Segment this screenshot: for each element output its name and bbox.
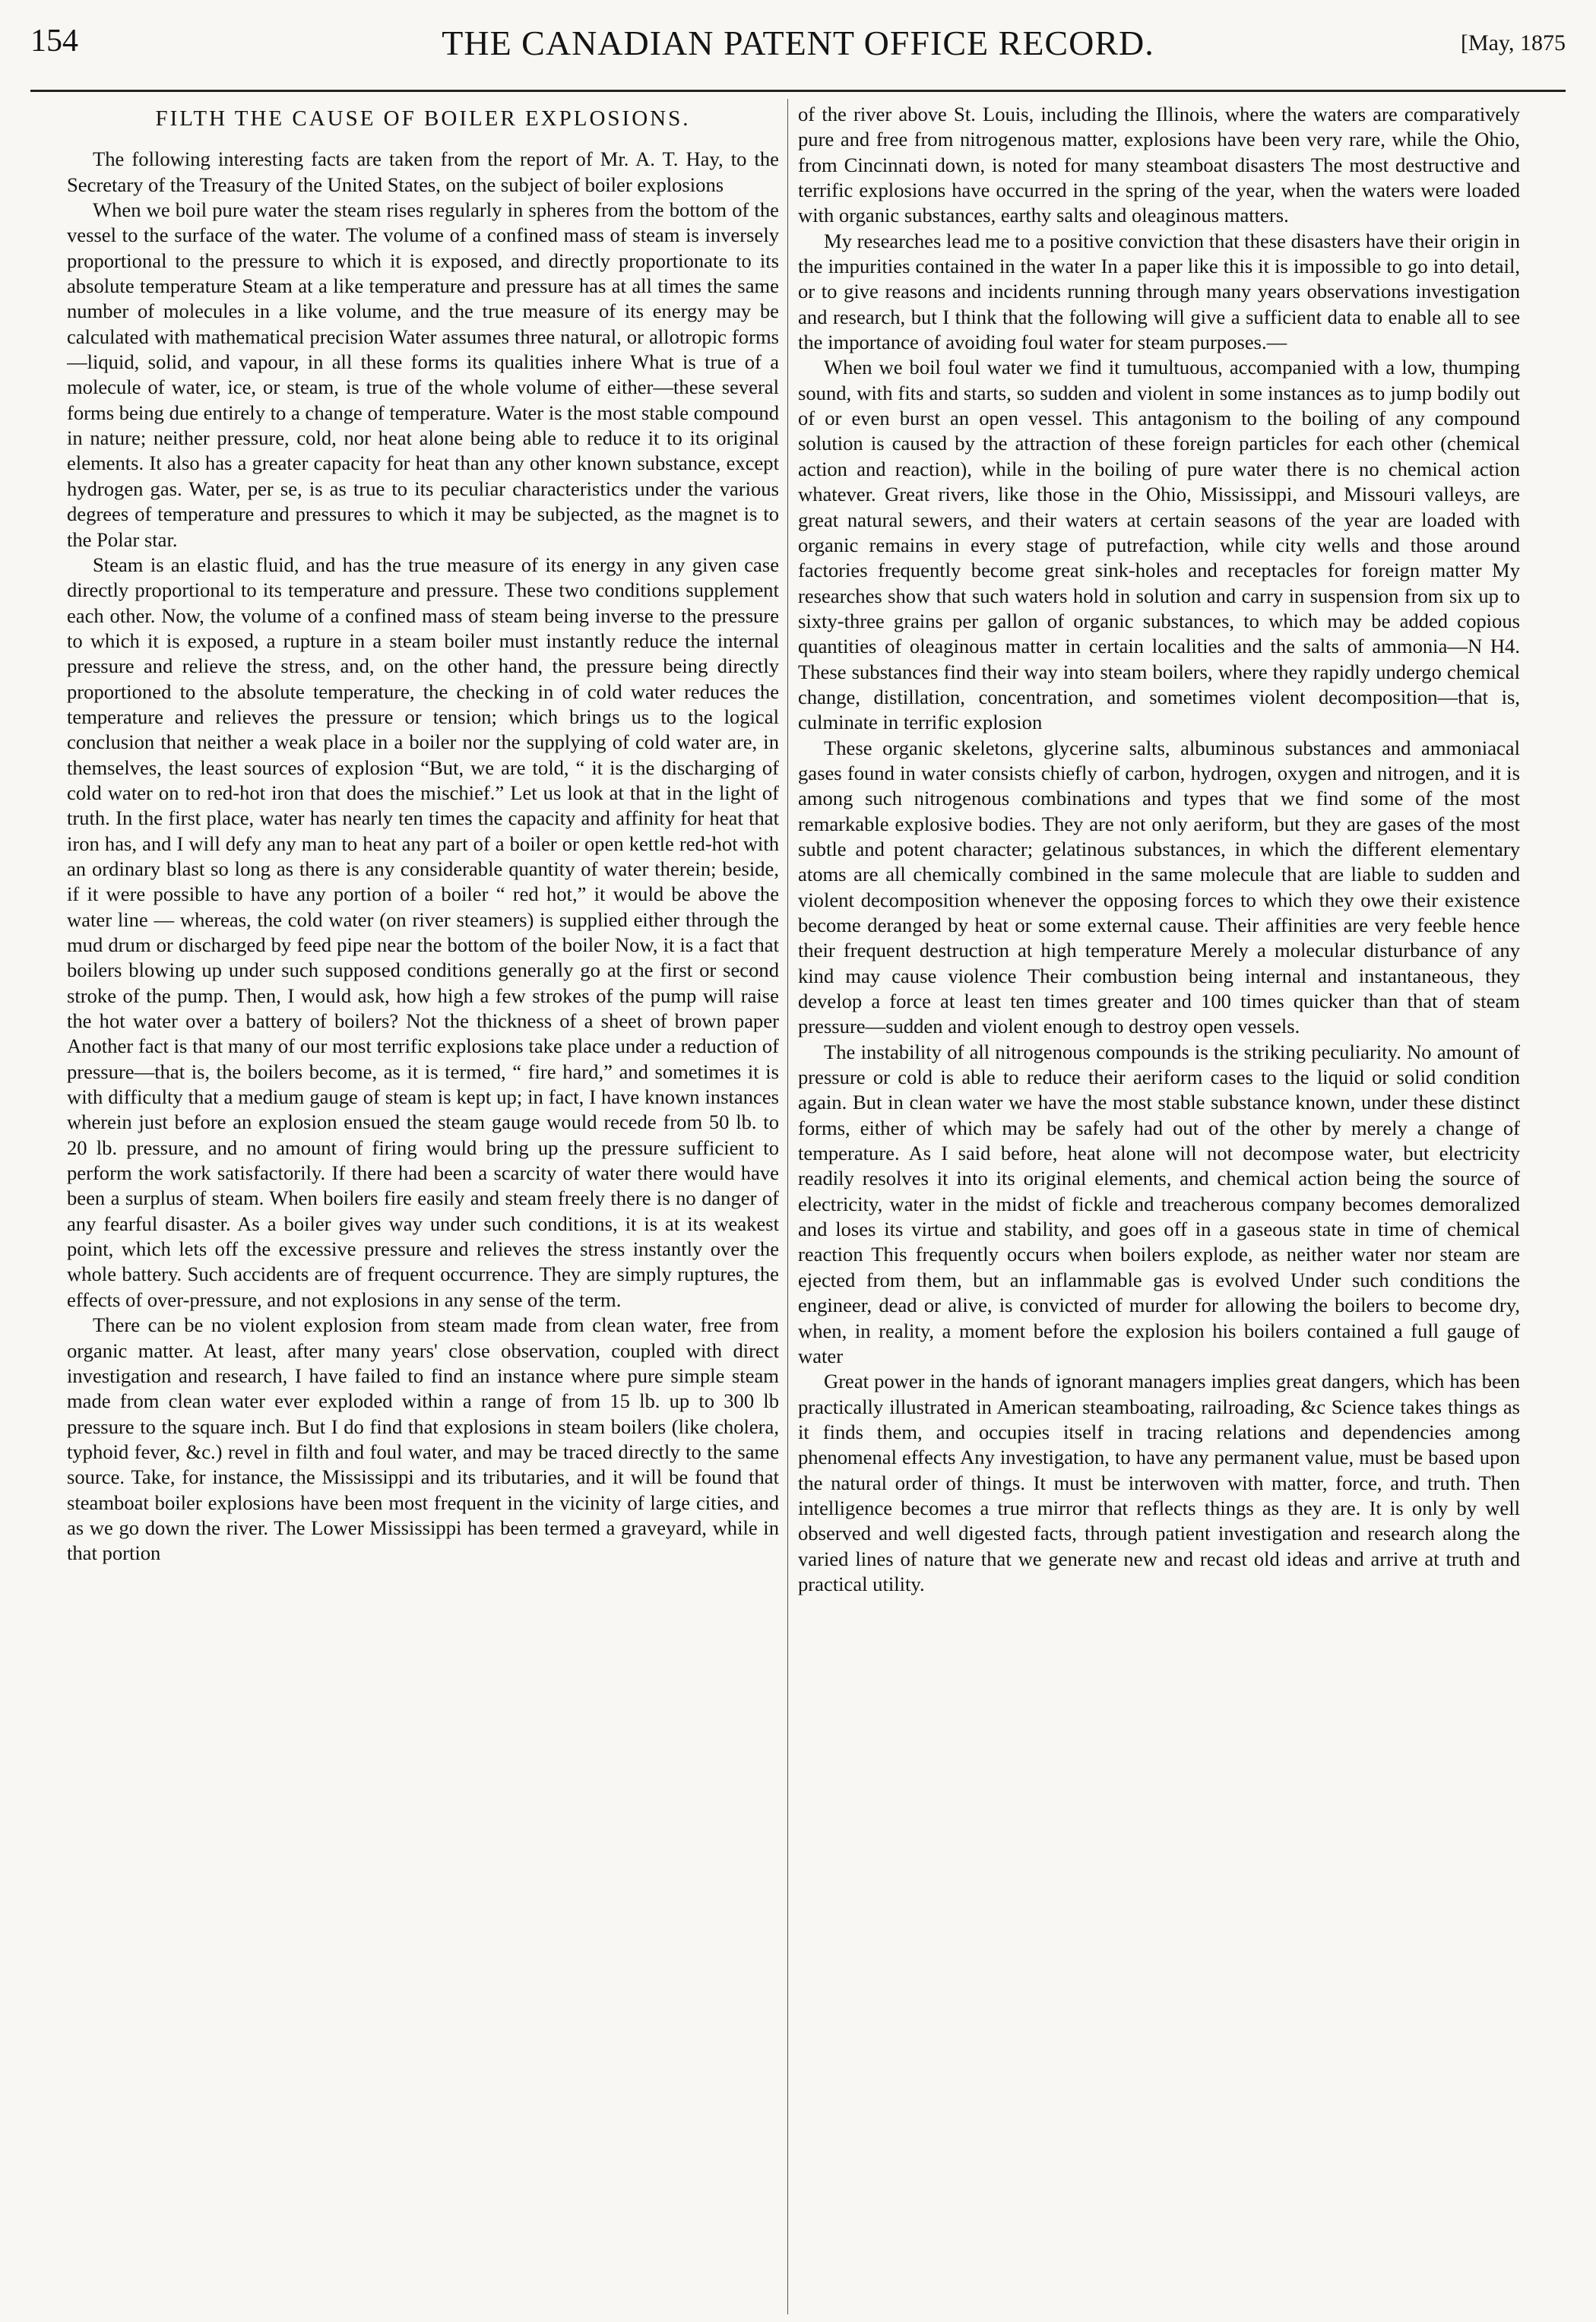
column-divider: [787, 99, 788, 2314]
issue-date: [May, 1875: [1460, 30, 1566, 55]
running-title: THE CANADIAN PATENT OFFICE RECORD.: [442, 24, 1154, 62]
paragraph: These organic skeletons, glycerine salts, albuminous substances and ammoniacal gases found in water consists chiefly of carbon, hydrogen, oxygen and nitrogen, and it is among such nitrogenous combinations and types that we find some of the most remarkable explosive bodies. They are not only aeriform, but they are gases of the most subtle and potent character; gelatinous substances, in which the different elementary atoms are all chemically combined in the same molecule that are liable to sudden and violent decomposition whenever the opposing forces to which they owe their existence become deranged by heat or some external cause. Their affinities are very feeble hence their frequent destruction at high temperature Merely a molecular disturbance of any kind may cause violence Their combustion being internal and instantaneous, they develop a force at least ten times greater and 100 times quicker than that of steam pressure—sudden and violent enough to destroy open vessels.: [798, 736, 1520, 1038]
paragraph: of the river above St. Louis, including the Illinois, where the waters are comparatively pure and free from nitrogenous matter, explosions have been very rare, while the Ohio, from Cincinnati down, is noted for many steamboat disasters The most destructive and terrific explosions have occurred in the spring of the year, when the waters were loaded with organic substances, earthy salts and oleaginous matters.: [798, 103, 1520, 227]
paragraph: My researches lead me to a positive conviction that these disasters have their origin in the impurities contained in the water In a paper like this it is impossible to go into detail, or to give reasons and incidents running through many years observations investigation and research, but I think that the following will give a sufficient data to enable all to see the importance of avoiding foul water for steam purposes.—: [798, 229, 1520, 354]
left-column: [67, 102, 779, 2314]
paragraph: There can be no violent explosion from steam made from clean water, free from organic matter. At least, after many years' close observation, coupled with direct investigation and research, I have failed to find an instance where pure simple steam made from clean water ever exploded within a range of from 15 lb. up to 300 lb pressure to the square inch. But I do find that explosions in steam boilers (like cholera, typhoid fever, &c.) revel in filth and foul water, and may be traced directly to the same source. Take, for instance, the Mississippi and its tributaries, and it will be found that steamboat boiler explosions have been most frequent in the vicinity of large cities, and as we go down the river. The Lower Mississippi has been termed a graveyard, while in that portion: [67, 1313, 779, 1565]
page-header: [30, 23, 1566, 68]
header-rule: [30, 90, 1566, 92]
paragraph: When we boil pure water the steam rises regularly in spheres from the bottom of the vessel to the surface of the water. The volume of a confined mass of steam is inversely proportional to the pressure to which it is exposed, and directly proportionate to its absolute temperature Steam at a like temperature and pressure has at all times the same number of molecules in a like volume, and the true measure of its energy may be calculated with mathematical precision Water assumes three natural, or allotropic forms—liquid, solid, and vapour, in all these forms its qualities inhere What is true of a molecule of water, ice, or steam, is true of the whole volume of either—these several forms being due entirely to a change of temperature. Water is the most stable compound in nature; neither pressure, cold, nor heat alone being able to reduce it to its original elements. It also has a greater capacity for heat than any other known substance, except hydrogen gas. Water, per se, is as true to its peculiar characteristics under the various degrees of temperature and pressures to which it may be subjected, as the magnet is to the Polar star.: [67, 198, 779, 551]
right-column: [798, 102, 1520, 2314]
paragraph: The instability of all nitrogenous compounds is the striking peculiarity. No amount of pressure or cold is able to reduce their aeriform cases to the liquid or solid condition again. But in clean water we have the most stable substance known, under these distinct forms, either of which may be safely had out of the other by merely a change of temperature. As I said before, heat alone will not decompose water, but electricity readily resolves it into its original elements, and chemical action being the source of electricity, water in the midst of fickle and treacherous company becomes demoralized and loses its virtue and stability, and goes off in a gaseous state in time of chemical reaction This frequently occurs when boilers explode, as neither water nor steam are ejected from them, but an inflammable gas is evolved Under such conditions the engineer, dead or alive, is convicted of murder for allowing the boilers to become dry, when, in reality, a moment before the explosion his boilers contained a full gauge of water: [798, 1040, 1520, 1367]
paragraph: Steam is an elastic fluid, and has the true measure of its energy in any given case directly proportional to its temperature and pressure. These two conditions supplement each other. Now, the volume of a confined mass of steam being inverse to the pressure to which it is exposed, a rupture in a steam boiler must instantly reduce the internal pressure and relieve the stress, and, on the other hand, the pressure being directly proportioned to the absolute temperature, the checking in of cold water reduces the temperature and relieves the pressure or tension; which brings us to the logical conclusion that neither a weak place in a boiler nor the supplying of cold water are, in themselves, the least sources of explosion “But, we are told, “ it is the discharging of cold water on to red-hot iron that does the mischief.” Let us look at that in the light of truth. In the first place, water has nearly ten times the capacity and affinity for heat that iron has, and I will defy any man to heat any part of a boiler or open kettle red-hot with an ordinary blast so long as there is any considerable quantity of water therein; beside, if it were possible to have any portion of a boiler “ red hot,” it would be above the water line — whereas, the cold water (on river steamers) is supplied either through the mud drum or discharged by feed pipe near the bottom of the boiler Now, it is a fact that boilers blowing up under such supposed conditions generally go at the first or second stroke of the pump. Then, I would ask, how high a few strokes of the pump will raise the hot water over a battery of boilers? Not the thickness of a sheet of brown paper Another fact is that many of our most terrific explosions take place under a reduction of pressure—that is, the boilers become, as it is termed, “ fire hard,” and sometimes it is with difficulty that a medium gauge of steam is kept up; in fact, I have known instances wherein just before an explosion ensued the steam gauge would recede from 50 lb. to 20 lb. pressure, and no amount of firing would bring up the pressure sufficient to perform the work satisfactorily. If there had been a scarcity of water there would have been a surplus of steam. When boilers fire easily and steam freely there is no danger of any fearful disaster. As a boiler gives way under such conditions, it is at its weakest point, which lets off the excessive pressure and relieves the stress instantly over the whole battery. Such accidents are of frequent occurrence. They are simply ruptures, the effects of over-pressure, and not explosions in any sense of the term.: [67, 553, 779, 1311]
paragraph: When we boil foul water we find it tumultuous, accompanied with a low, thumping sound, with fits and starts, so sudden and violent in some instances as to jump bodily out of or even burst an open vessel. This antagonism to the boiling of any compound solution is caused by the attraction of these foreign particles for each other (chemical action and reaction), while in the boiling of pure water there is no chemical action whatever. Great rivers, like those in the Ohio, Mississippi, and Missouri valleys, are great natural sewers, and their waters at certain seasons of the year are loaded with organic remains in every stage of putrefaction, while city wells and those around factories frequently become great sink-holes and receptacles for foreign matter My researches show that such waters hold in solution and carry in suspension from six up to sixty-three grains per gallon of organic substances, to which may be added copious quantities of oleaginous matter in certain localities and the salts of ammonia—N H4. These substances find their way into steam boilers, where they rapidly undergo chemical change, distillation, concentration, and sometimes violent decomposition—that is, culminate in terrific explosion: [798, 356, 1520, 734]
page-number: 154: [30, 24, 78, 59]
article-title: FILTH THE CAUSE OF BOILER EXPLOSIONS.: [155, 106, 691, 131]
paragraph: The following interesting facts are taken from the report of Mr. A. T. Hay, to the Secretary of the Treasury of the United States, on the subject of boiler explosions: [67, 147, 779, 196]
paragraph: Great power in the hands of ignorant managers implies great dangers, which has been practically illustrated in American steamboating, railroading, &c Science takes things as it finds them, and occupies itself in tracing relations and dependencies among phenomenal effects Any investigation, to have any permanent value, must be based upon the natural order of things. It must be interwoven with matter, force, and truth. Then intelligence becomes a true mirror that reflects things as they are. It is only by well observed and well digested facts, through patient investigation and research along the varied lines of nature that we generate new and recast old ideas and arrive at truth and practical utility.: [798, 1370, 1520, 1595]
